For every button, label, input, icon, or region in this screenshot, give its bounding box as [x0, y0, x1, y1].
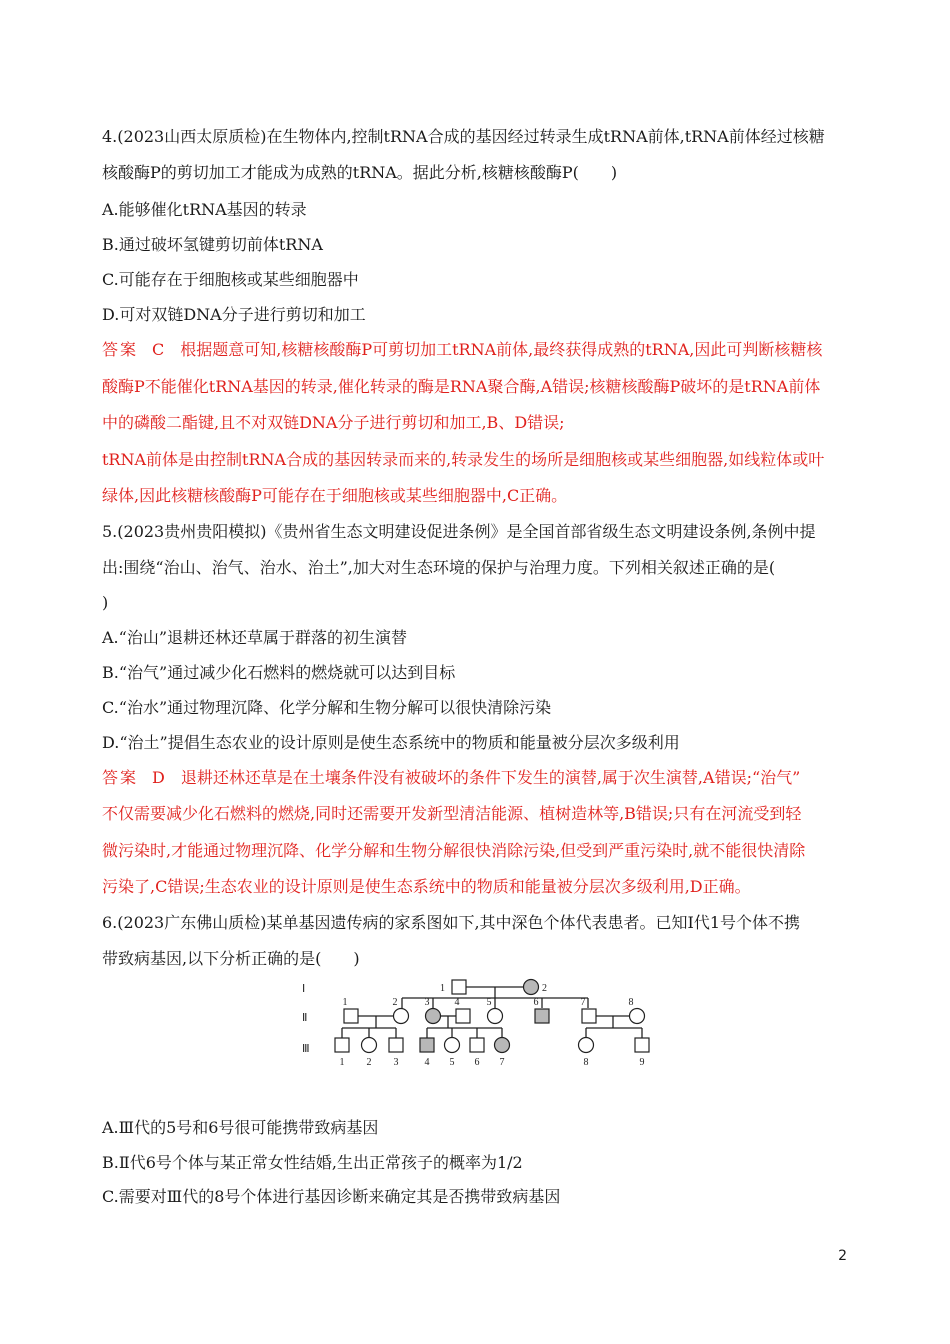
q4-answer-line-2: 酸酶P不能催化tRNA基因的转录,催化转录的酶是RNA聚合酶,A错误;核糖核酸酶P破坏的是tRNA前体 — [102, 377, 821, 396]
gen3-individual-5-circle — [445, 1038, 460, 1053]
q5-stem-line-1: 5.(2023贵州贵阳模拟)《贵州省生态文明建设促进条例》是全国首部省级生态文明建设条例,条例中提 — [102, 522, 816, 541]
q4-answer-line-3: 中的磷酸二酯键,且不对双链DNA分子进行剪切和加工,B、D错误; — [102, 413, 565, 432]
q5-option-d: D.“治土”提倡生态农业的设计原则是使生态系统中的物质和能量被分层次多级利用 — [102, 733, 680, 752]
q4-answer-label: 答案 — [102, 340, 139, 359]
generation-labels — [302, 983, 310, 1055]
gen2-individual-2-circle — [394, 1009, 409, 1024]
gen-label-1: Ⅰ — [302, 983, 306, 995]
gen2-individual-1-square — [344, 1009, 358, 1023]
gen2-label-1: 1 — [342, 997, 348, 1008]
q5-option-b: B.“治气”通过减少化石燃料的燃烧就可以达到目标 — [102, 663, 456, 682]
gen1-individual-1-square — [452, 980, 466, 994]
gen3-label-5: 5 — [449, 1057, 455, 1068]
gen3-label-1: 1 — [339, 1057, 345, 1068]
gen1-individual-2-circle — [524, 980, 539, 995]
q4-stem-line-2: 核酸酶P的剪切加工才能成为成熟的tRNA。据此分析,核糖核酸酶P( ) — [102, 163, 618, 182]
q6-stem-line-2: 带致病基因,以下分析正确的是( ) — [102, 949, 360, 968]
gen3-individual-6-square — [470, 1038, 484, 1052]
gen-label-3: Ⅲ — [302, 1043, 310, 1055]
pedigree-individuals — [335, 980, 649, 1069]
gen3-individual-1-square — [335, 1038, 349, 1052]
gen3-individual-8-circle — [579, 1038, 594, 1053]
q6-option-c: C.需要对Ⅲ代的8号个体进行基因诊断来确定其是否携带致病基因 — [102, 1187, 561, 1206]
gen3-label-9: 9 — [639, 1057, 645, 1068]
q4-option-d: D.可对双链DNA分子进行剪切和加工 — [102, 305, 366, 324]
gen3-individual-3-square — [389, 1038, 403, 1052]
q4-answer-line-4: tRNA前体是由控制tRNA合成的基因转录而来的,转录发生的场所是细胞核或某些细胞器,如线粒体或叶 — [102, 450, 825, 469]
pedigree-chart — [290, 968, 670, 1108]
q5-answer-letter: D — [152, 768, 167, 787]
q5-answer-label: 答案 — [102, 768, 139, 787]
gen2-label-4: 4 — [454, 997, 460, 1008]
gen3-individual-9-square — [635, 1038, 649, 1052]
gen2-label-3: 3 — [424, 997, 430, 1008]
q5-answer-line-4: 污染了,C错误;生态农业的设计原则是使生态系统中的物质和能量被分层次多级利用,D正确。 — [102, 877, 751, 896]
gen2-individual-4-square — [456, 1009, 470, 1023]
q5-answer-line-2: 不仅需要减少化石燃料的燃烧,同时还需要开发新型清洁能源、植树造林等,B错误;只有在河流受到轻 — [102, 804, 802, 823]
q6-option-b: B.Ⅱ代6号个体与某正常女性结婚,生出正常孩子的概率为1/2 — [102, 1153, 523, 1172]
gen2-label-8: 8 — [628, 997, 634, 1008]
gen2-individual-7-square — [582, 1009, 596, 1023]
gen3-label-3: 3 — [393, 1057, 399, 1068]
gen3-individual-7-circle — [495, 1038, 510, 1053]
q5-stem-line-2: 出:围绕“治山、治气、治水、治土”,加大对生态环境的保护与治理力度。下列相关叙述正确的是( — [102, 558, 776, 577]
gen2-label-6: 6 — [533, 997, 539, 1008]
q6-stem-line-1: 6.(2023广东佛山质检)某单基因遗传病的家系图如下,其中深色个体代表患者。已知Ⅰ代1号个体不携 — [102, 913, 801, 932]
q5-option-a: A.“治山”退耕还林还草属于群落的初生演替 — [102, 628, 408, 647]
gen3-label-2: 2 — [366, 1057, 372, 1068]
gen-label-2: Ⅱ — [302, 1012, 308, 1024]
q4-answer-line-5: 绿体,因此核糖核酸酶P可能存在于细胞核或某些细胞器中,C正确。 — [102, 486, 568, 505]
gen1-label-1: 1 — [440, 983, 445, 994]
page-number: 2 — [838, 1248, 847, 1264]
q5-stem-line-3: ) — [102, 593, 109, 612]
q4-option-a: A.能够催化tRNA基因的转录 — [102, 200, 307, 219]
gen3-individual-4-square — [420, 1038, 434, 1052]
q4-answer-line-1 — [102, 340, 822, 360]
gen1-label-2: 2 — [542, 983, 547, 994]
q5-option-c: C.“治水”通过物理沉降、化学分解和生物分解可以很快清除污染 — [102, 698, 552, 717]
q4-option-b: B.通过破坏氢键剪切前体tRNA — [102, 235, 323, 254]
q4-option-c: C.可能存在于细胞核或某些细胞器中 — [102, 270, 359, 289]
q5-answer-text: 退耕还林还草是在土壤条件没有被破坏的条件下发生的演替,属于次生演替,A错误;“治气” — [180, 768, 801, 787]
gen2-individual-5-circle — [488, 1009, 503, 1024]
q5-answer-line-3: 微污染时,才能通过物理沉降、化学分解和生物分解很快消除污染,但受到严重污染时,就不能很快清除 — [102, 841, 806, 860]
gen2-individual-3-circle — [426, 1009, 441, 1024]
gen2-label-7: 7 — [580, 997, 586, 1008]
gen2-label-2: 2 — [392, 997, 398, 1008]
gen3-individual-2-circle — [362, 1038, 377, 1053]
gen3-label-7: 7 — [499, 1057, 505, 1068]
gen3-label-6: 6 — [474, 1057, 480, 1068]
gen3-label-4: 4 — [424, 1057, 430, 1068]
gen2-individual-8-circle — [630, 1009, 645, 1024]
gen3-label-8: 8 — [583, 1057, 589, 1068]
q6-option-a: A.Ⅲ代的5号和6号很可能携带致病基因 — [102, 1118, 379, 1137]
q4-answer-text: 根据题意可知,核糖核酸酶P可剪切加工tRNA前体,最终获得成熟的tRNA,因此可判断核糖核 — [180, 340, 823, 359]
q4-answer-letter: C — [152, 340, 167, 359]
q5-answer-line-1 — [102, 768, 800, 788]
gen2-label-5: 5 — [486, 997, 492, 1008]
q4-stem-line-1: 4.(2023山西太原质检)在生物体内,控制tRNA合成的基因经过转录生成tRNA前体,tRNA前体经过核糖 — [102, 127, 825, 146]
gen2-individual-6-square — [535, 1009, 549, 1023]
